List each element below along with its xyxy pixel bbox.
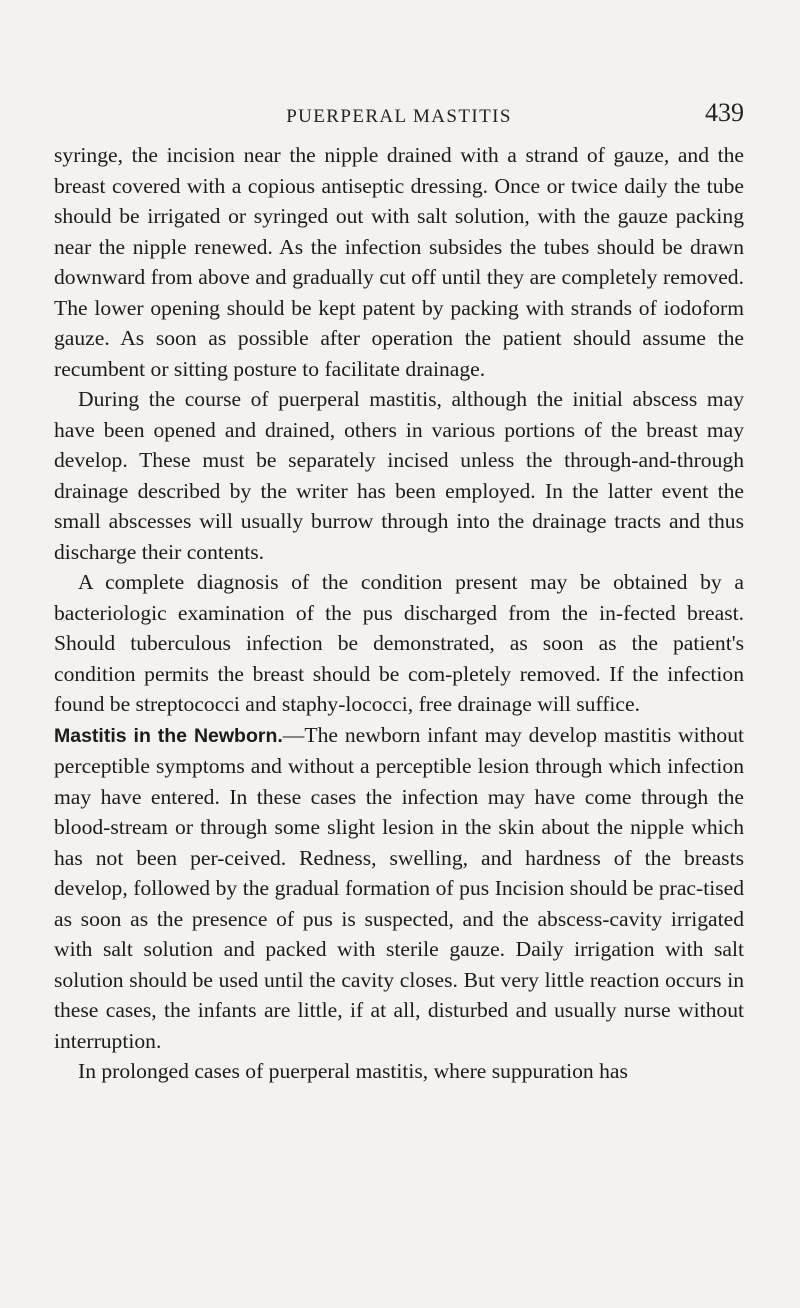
running-title: PUERPERAL MASTITIS bbox=[286, 106, 512, 127]
paragraph-drainage-procedure: syringe, the incision near the nipple drained with a strand of gauze, and the breast covered with a copious antiseptic dressing. Once or twice daily the tube should be irrigated or syringed out with salt solution, with the gauze packing near the nipple renewed. As the infection subsides the tubes should be drawn downward from above and gradually cut off until they are completely removed. The lower opening should be kept patent by packing with strands of iodoform gauze. As soon as possible after operation the patient should assume the recumbent or sitting posture to facilitate drainage. bbox=[54, 143, 744, 381]
section-heading-newborn: Mastitis in the Newborn. bbox=[54, 724, 283, 747]
page-number: 439 bbox=[705, 98, 744, 127]
running-head bbox=[54, 98, 744, 138]
paragraph-diagnosis: A complete diagnosis of the condition present may be obtained by a bacteriologic examination of the pus discharged from the in-fected breast. Should tuberculous infection be demonstrated, as soon as the patient's condition permits the breast should be com-pletely removed. If the infection found be streptococci and staphy-lococci, free drainage will suffice. bbox=[54, 570, 744, 716]
paragraph-newborn-mastitis bbox=[54, 720, 744, 1057]
body-text bbox=[54, 140, 744, 1087]
paragraph-newborn-text: —The newborn infant may develop mastitis without perceptible symptoms and without a perceptible lesion through which infection may have entered. In these cases the infection may have come through the blood-stream or through some slight lesion in the skin about the nipple which has not been per-ceived. Redness, swelling, and hardness of the breasts develop, followed by the gradual formation of pus Incision should be prac-tised as soon as the presence of pus is suspected, and the abscess-cavity irrigated with salt solution and packed with sterile gauze. Daily irrigation with salt solution should be used until the cavity closes. But very little reaction occurs in these cases, the infants are little, if at all, disturbed and usually nurse without interruption. bbox=[54, 722, 744, 1053]
paragraph-course-of-mastitis: During the course of puerperal mastitis, although the initial abscess may have been opened and drained, others in various portions of the breast may develop. These must be separately incised unless the through-and-through drainage described by the writer has been employed. In the latter event the small abscesses will usually burrow through into the drainage tracts and thus discharge their contents. bbox=[54, 387, 744, 564]
paragraph-prolonged-cases: In prolonged cases of puerperal mastitis, where suppuration has bbox=[78, 1059, 628, 1083]
